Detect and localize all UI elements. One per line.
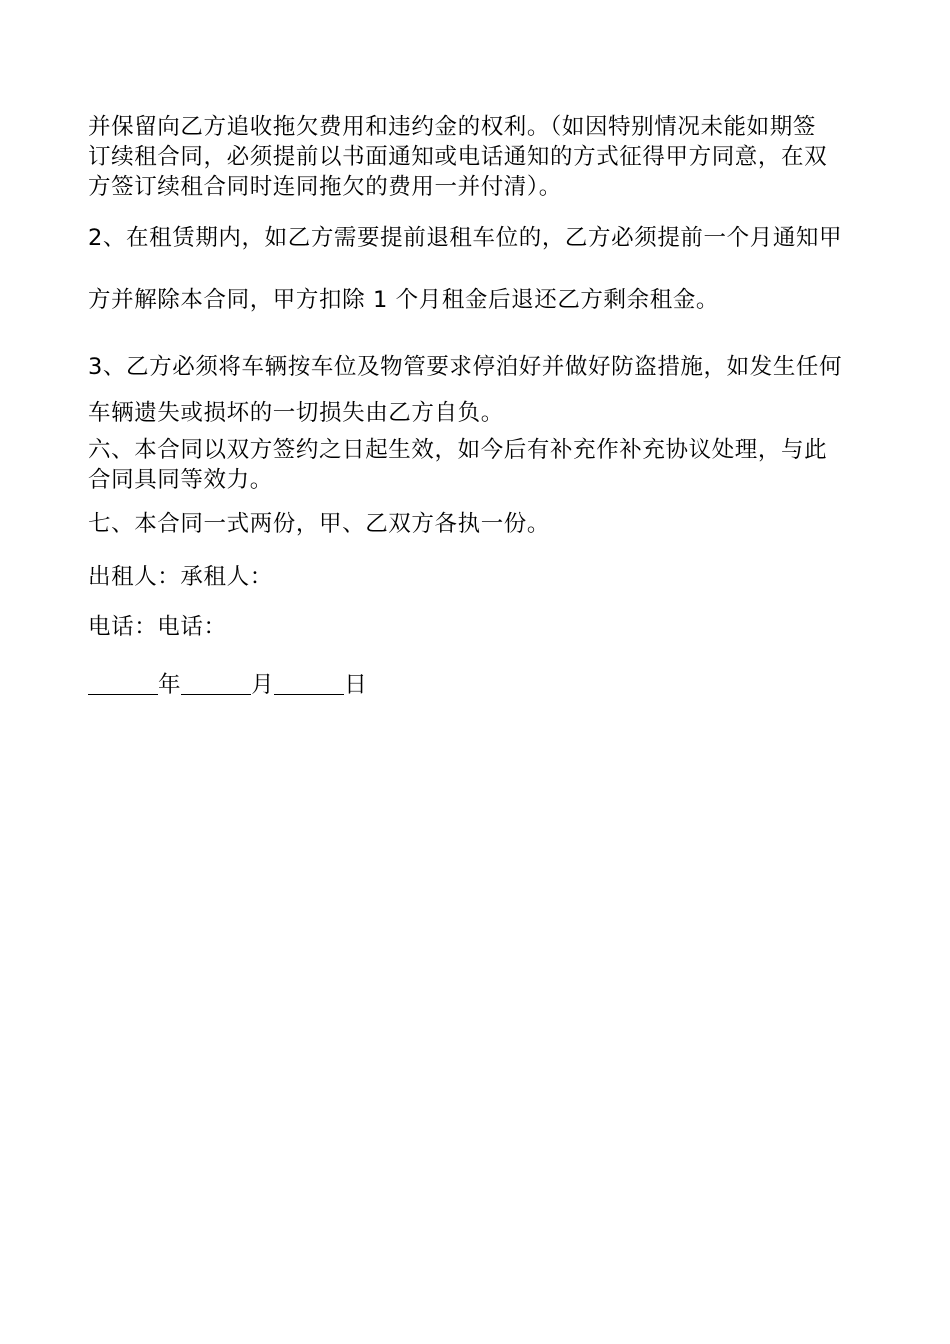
text-line: 方并解除本合同，甲方扣除 1 个月租金后退还乙方剩余租金。 [88, 287, 720, 313]
text-line: 并保留向乙方追收拖欠费用和违约金的权利。（如因特别情况未能如期签 [88, 114, 816, 140]
text-line: 七、本合同一式两份，甲、乙双方各执一份。 [88, 511, 551, 537]
clause-continuation-paragraph [88, 112, 827, 202]
signature-parties-line [88, 562, 273, 592]
text-line: 六、本合同以双方签约之日起生效，如今后有补充作补充协议处理，与此 [88, 437, 828, 463]
month-blank [181, 672, 251, 695]
section-6-paragraph [88, 435, 827, 495]
text-line: 电话：电话： [88, 614, 227, 640]
text-line: 出租人：承租人： [88, 564, 273, 590]
clause-3-paragraph [88, 344, 842, 436]
day-label: 日 [344, 672, 368, 698]
date-line [88, 670, 367, 700]
phone-line [88, 612, 227, 642]
year-blank [88, 672, 158, 695]
text-line: 合同具同等效力。 [88, 467, 273, 493]
text-line: 2、在租赁期内，如乙方需要提前退租车位的，乙方必须提前一个月通知甲 [88, 225, 843, 251]
text-line: 方签订续租合同时连同拖欠的费用一并付清）。 [88, 174, 562, 200]
text-line: 订续租合同，必须提前以书面通知或电话通知的方式征得甲方同意，在双 [88, 144, 828, 170]
day-blank [274, 672, 344, 695]
section-7-paragraph [88, 509, 550, 539]
month-label: 月 [251, 672, 275, 698]
year-label: 年 [158, 672, 182, 698]
clause-2-paragraph [88, 207, 842, 331]
text-line: 车辆遗失或损坏的一切损失由乙方自负。 [88, 400, 504, 426]
text-line: 3、乙方必须将车辆按车位及物管要求停泊好并做好防盗措施，如发生任何 [88, 354, 843, 380]
